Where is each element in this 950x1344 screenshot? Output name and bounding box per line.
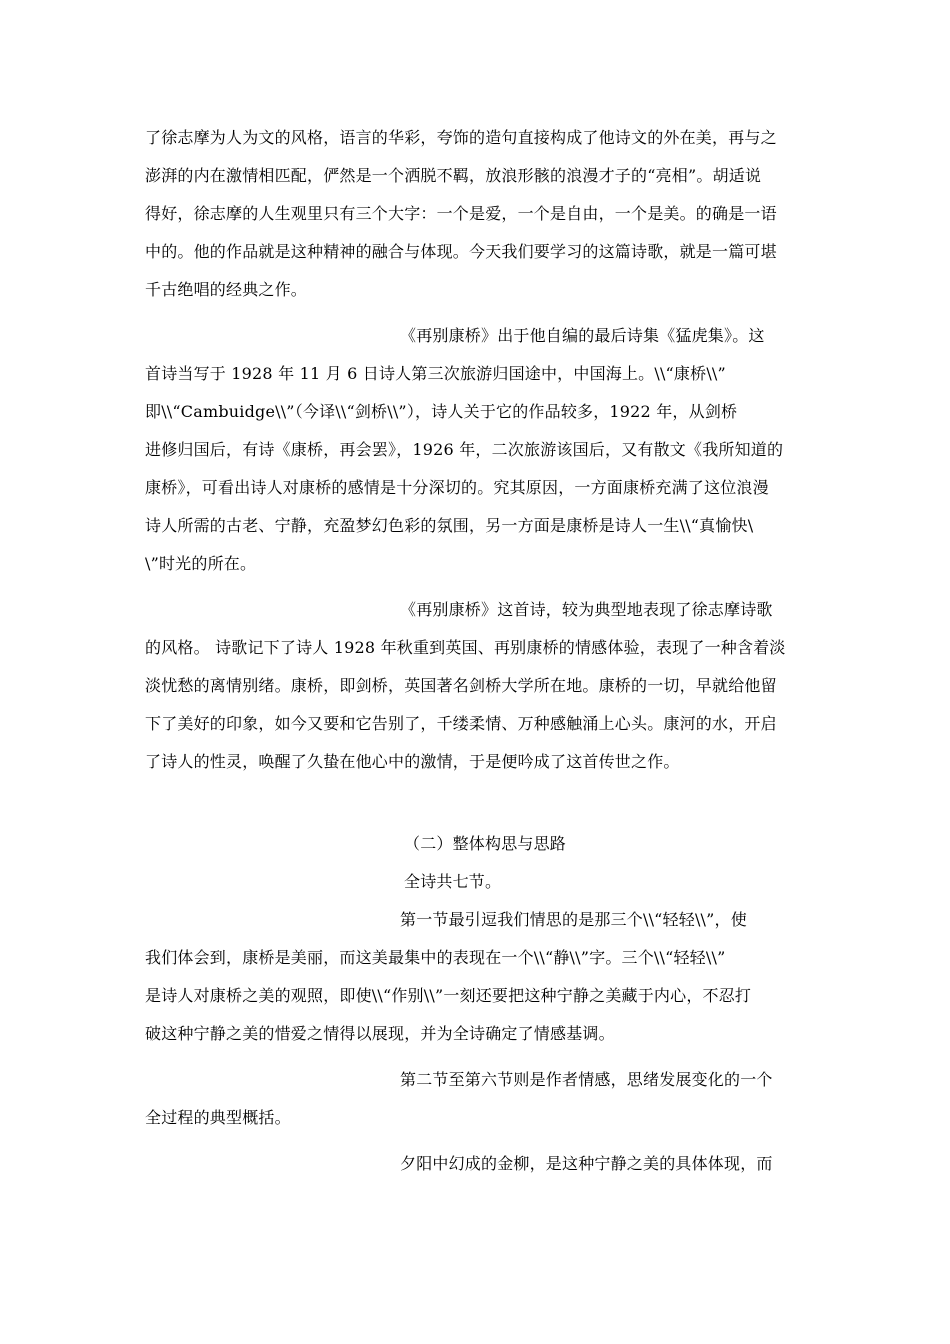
section-intro: 全诗共七节。: [404, 872, 502, 891]
text-line: 康桥》，可看出诗人对康桥的感情是十分深切的。究其原因，一方面康桥充满了这位浪漫: [145, 478, 769, 497]
text-line: 了徐志摩为人为文的风格，语言的华彩，夸饰的造句直接构成了他诗文的外在美，再与之: [145, 128, 777, 147]
text-line: 淡忧愁的离情别绪。康桥，即剑桥，英国著名剑桥大学所在地。康桥的一切，早就给他留: [145, 676, 777, 695]
text-line: 下了美好的印象，如今又要和它告别了，千缕柔情、万种感触涌上心头。康河的水，开启: [145, 714, 777, 733]
text-line: 我们体会到，康桥是美丽，而这美最集中的表现在一个\\“静\\”字。三个\\“轻轻\\”: [145, 948, 726, 967]
text-line: 澎湃的内在激情相匹配，俨然是一个洒脱不羁，放浪形骸的浪漫才子的“亮相”。胡适说: [145, 166, 762, 185]
text-line: 首诗当写于 1928 年 11 月 6 日诗人第三次旅游归国途中，中国海上。\\“康桥\\”: [145, 364, 726, 383]
text-line: 第一节最引逗我们情思的是那三个\\“轻轻\\”，使: [400, 910, 747, 929]
text-line: 千古绝唱的经典之作。: [145, 280, 308, 299]
text-line: 进修归国后，有诗《康桥，再会罢》，1926 年，二次旅游该国后，又有散文《我所知道的: [145, 440, 784, 459]
text-line: 夕阳中幻成的金柳，是这种宁静之美的具体体现，而: [400, 1154, 773, 1173]
section-heading: （二）整体构思与思路: [404, 834, 567, 853]
text-line: 中的。他的作品就是这种精神的融合与体现。今天我们要学习的这篇诗歌，就是一篇可堪: [145, 242, 777, 261]
text-line: \”时光的所在。: [145, 554, 257, 573]
text-line: 了诗人的性灵，唤醒了久蛰在他心中的激情，于是便吟成了这首传世之作。: [145, 752, 680, 771]
text-line: 《再别康桥》出于他自编的最后诗集《猛虎集》。这: [400, 326, 765, 345]
text-line: 破这种宁静之美的惜爱之情得以展现，并为全诗确定了情感基调。: [145, 1024, 615, 1043]
text-line: 第二节至第六节则是作者情感，思绪发展变化的一个: [400, 1070, 773, 1089]
text-line: 即\\“Cambuidge\\”（今译\\“剑桥\\”），诗人关于它的作品较多，1922 年，从剑桥: [145, 402, 738, 421]
text-line: 得好，徐志摩的人生观里只有三个大字：一个是爱，一个是自由，一个是美。的确是一语: [145, 204, 777, 223]
text-line: 的风格。 诗歌记下了诗人 1928 年秋重到英国、再别康桥的情感体验，表现了一种含着淡: [145, 638, 786, 657]
text-line: 全过程的典型概括。: [145, 1108, 291, 1127]
text-line: 《再别康桥》这首诗，较为典型地表现了徐志摩诗歌: [400, 600, 773, 619]
text-line: 诗人所需的古老、宁静，充盈梦幻色彩的氛围，另一方面是康桥是诗人一生\\“真愉快\: [145, 516, 754, 535]
text-line: 是诗人对康桥之美的观照，即使\\“作别\\”一刻还要把这种宁静之美藏于内心，不忍打: [145, 986, 752, 1005]
